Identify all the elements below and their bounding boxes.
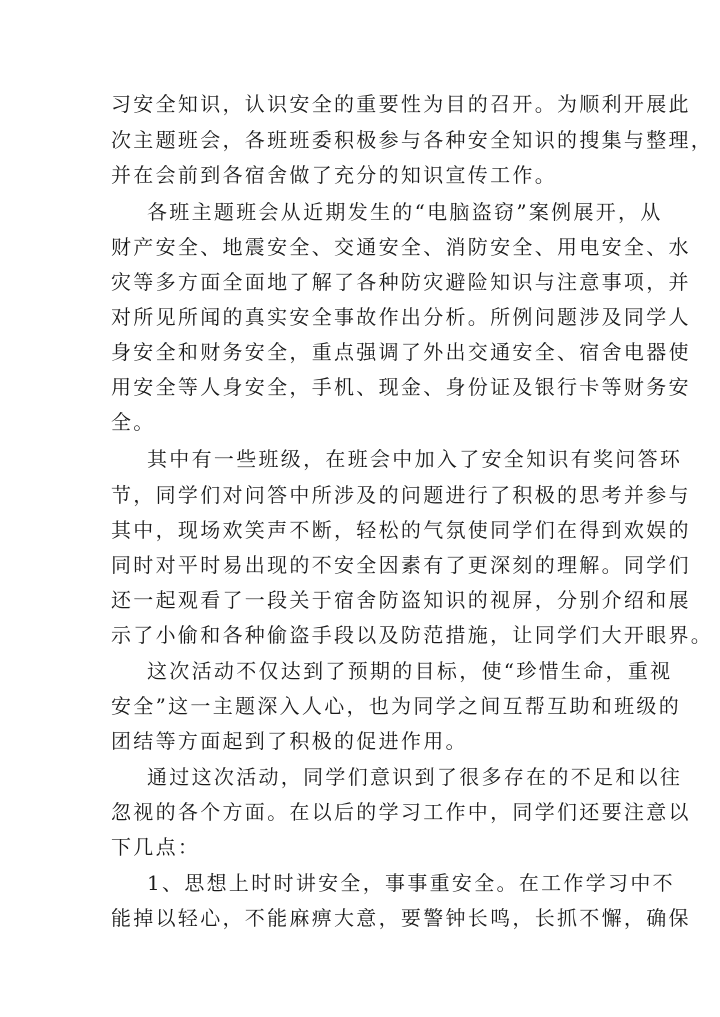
text-line: 灾等多方面全面地了解了各种防灾避险知识与注意事项，并 xyxy=(111,270,691,294)
text-line: 次主题班会，各班班委积极参与各种安全知识的搜集与整理， xyxy=(111,128,714,152)
text-line: 用安全等人身安全，手机、现金、身份证及银行卡等财务安 xyxy=(111,375,691,399)
text-line: 身安全和财务安全，重点强调了外出交通安全、宿舍电器使 xyxy=(111,340,691,364)
text-line: 团结等方面起到了积极的促进作用。 xyxy=(111,729,468,753)
text-line: 习安全知识，认识安全的重要性为目的召开。为顺利开展此 xyxy=(111,92,691,116)
text-line: 节，同学们对问答中所涉及的问题进行了积极的思考并参与 xyxy=(111,483,691,507)
text-line: 下几点： xyxy=(111,835,201,859)
text-line: 并在会前到各宿舍做了充分的知识宣传工作。 xyxy=(111,163,557,187)
paragraph-start-line: 1、思想上时时讲安全，事事重安全。在工作学习中不 xyxy=(147,871,675,895)
text-line: 还一起观看了一段关于宿舍防盗知识的视屏，分别介绍和展 xyxy=(111,588,691,612)
text-line: 能掉以轻心，不能麻痹大意，要警钟长鸣，长抓不懈，确保 xyxy=(111,906,691,930)
text-line: 其中，现场欢笑声不断，轻松的气氛使同学们在得到欢娱的 xyxy=(111,518,691,542)
text-line: 示了小偷和各种偷盗手段以及防范措施，让同学们大开眼界。 xyxy=(111,623,714,647)
text-line: 财产安全、地震安全、交通安全、消防安全、用电安全、水 xyxy=(111,235,691,259)
text-line: 忽视的各个方面。在以后的学习工作中，同学们还要注意以 xyxy=(111,800,691,824)
paragraph-start-line: 各班主题班会从近期发生的“电脑盗窃”案例展开，从 xyxy=(147,200,663,224)
text-line: 全。 xyxy=(111,410,156,434)
paragraph-start-line: 其中有一些班级，在班会中加入了安全知识有奖问答环 xyxy=(147,447,683,471)
text-line: 安全”这一主题深入人心，也为同学之间互帮互助和班级的 xyxy=(111,694,682,718)
text-line: 同时对平时易出现的不安全因素有了更深刻的理解。同学们 xyxy=(111,553,691,577)
paragraph-start-line: 通过这次活动，同学们意识到了很多存在的不足和以往 xyxy=(147,765,683,789)
text-line: 对所见所闻的真实安全事故作出分析。所例问题涉及同学人 xyxy=(111,305,691,329)
paragraph-start-line: 这次活动不仅达到了预期的目标，使“珍惜生命，重视 xyxy=(147,659,673,683)
